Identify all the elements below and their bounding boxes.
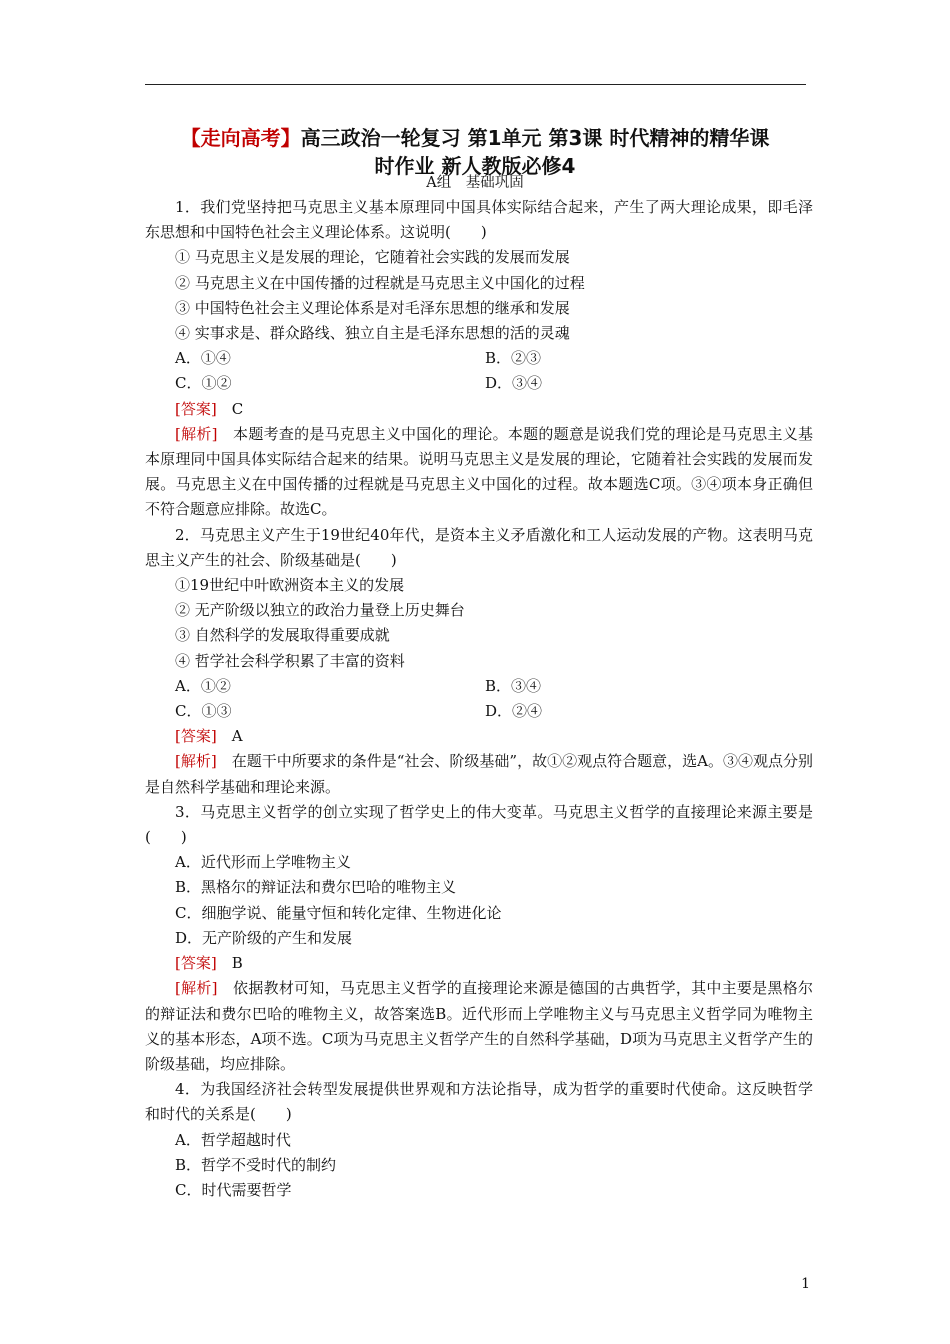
question-4-stem: 4．为我国经济社会转型发展提供世界观和方法论指导，成为哲学的重要时代使命。这反映哲学和时代的关系是( ) xyxy=(145,1080,813,1124)
document-body xyxy=(145,195,813,1203)
answer-tag: [答案] xyxy=(175,399,217,418)
analysis-text: 本题考查的是马克思主义中国化的理论。本题的题意是说我们党的理论是马克思主义基本原理同中国具体实际结合起来的结果。说明马克思主义是发展的理论，它随着社会实践的发展而发展。马克思主义在中国传播的过程就是马克思主义中国化的过程。故本题选C项。③④项本身正确但不符合题意应排除。故选C。 xyxy=(145,424,813,519)
answer-tag: [答案] xyxy=(175,727,217,746)
answer-value: A xyxy=(216,727,243,746)
q3-option-a: A．近代形而上学唯物主义 xyxy=(175,853,351,872)
analysis-tag: [解析] xyxy=(175,424,218,443)
analysis-tag: [解析] xyxy=(175,979,218,998)
q1-item: ② 马克思主义在中国传播的过程就是马克思主义中国化的过程 xyxy=(175,273,585,292)
group-heading: A组 基础巩固 xyxy=(426,175,524,191)
q2-item: ③ 自然科学的发展取得重要成就 xyxy=(175,626,390,645)
q2-item: ①19世纪中叶欧洲资本主义的发展 xyxy=(175,576,405,595)
q1-option-b: B．②③ xyxy=(485,349,542,368)
q1-option-a: A．①④ xyxy=(175,349,231,368)
q2-option-b: B．③④ xyxy=(485,676,542,695)
q1-options-row xyxy=(145,346,813,371)
answer-value: B xyxy=(216,954,243,973)
q2-item: ④ 哲学社会科学积累了丰富的资料 xyxy=(175,651,405,670)
q1-option-c: C．①② xyxy=(175,374,232,393)
q2-option-d: D．②④ xyxy=(485,702,543,721)
title-line1: 高三政治一轮复习 第1单元 第3课 时代精神的精华课 xyxy=(300,126,770,150)
q1-options-row xyxy=(145,371,813,396)
q3-answer xyxy=(145,951,813,976)
page-number: 1 xyxy=(801,1276,810,1292)
title-bracket: 【走向高考】 xyxy=(180,126,301,150)
q1-item: ③ 中国特色社会主义理论体系是对毛泽东思想的继承和发展 xyxy=(175,298,570,317)
title-line2: 时作业 新人教版必修4 xyxy=(374,154,576,178)
q1-analysis xyxy=(145,422,813,523)
q4-option-c: C．时代需要哲学 xyxy=(175,1180,292,1199)
q1-option-d: D．③④ xyxy=(485,374,543,393)
analysis-tag: [解析] xyxy=(175,752,217,771)
q4-option-b: B．哲学不受时代的制约 xyxy=(175,1155,337,1174)
q3-option-c: C．细胞学说、能量守恒和转化定律、生物进化论 xyxy=(175,903,502,922)
analysis-text: 依据教材可知，马克思主义哲学的直接理论来源是德国的古典哲学，其中主要是黑格尔的辩证法和费尔巴哈的唯物主义，故答案选B。近代形而上学唯物主义与马克思主义哲学同为唯物主义的基本形态，A项不选。C项为马克思主义哲学产生的自然科学基础，D项为马克思主义哲学产生的阶级基础，均应排除。 xyxy=(145,979,813,1073)
q2-item: ② 无产阶级以独立的政治力量登上历史舞台 xyxy=(175,601,465,620)
q2-options-row xyxy=(145,699,813,724)
q3-option-b: B．黑格尔的辩证法和费尔巴哈的唯物主义 xyxy=(175,878,457,897)
q1-item: ④ 实事求是、群众路线、独立自主是毛泽东思想的活的灵魂 xyxy=(175,324,570,343)
question-1-stem: 1．我们党坚持把马克思主义基本原理同中国具体实际结合起来，产生了两大理论成果，即毛泽东思想和中国特色社会主义理论体系。这说明( ) xyxy=(145,198,813,242)
q2-option-a: A．①② xyxy=(175,676,231,695)
question-3-stem: 3．马克思主义哲学的创立实现了哲学史上的伟大变革。马克思主义哲学的直接理论来源主要是( ) xyxy=(145,802,813,847)
q1-item: ① 马克思主义是发展的理论，它随着社会实践的发展而发展 xyxy=(175,248,570,267)
analysis-text: 在题干中所要求的条件是“社会、阶级基础”，故①②观点符合题意，选A。③④观点分别是自然科学基础和理论来源。 xyxy=(145,752,813,796)
header-rule xyxy=(145,84,806,85)
q2-analysis xyxy=(145,749,813,799)
question-2-stem: 2．马克思主义产生于19世纪40年代，是资本主义矛盾激化和工人运动发展的产物。这表明马克思主义产生的社会、阶级基础是( ) xyxy=(145,525,813,569)
q2-option-c: C．①③ xyxy=(175,702,232,721)
answer-value: C xyxy=(216,399,244,418)
answer-tag: [答案] xyxy=(175,954,217,973)
q2-answer xyxy=(145,724,813,749)
q3-option-d: D．无产阶级的产生和发展 xyxy=(175,928,353,947)
q2-options-row xyxy=(145,674,813,699)
q1-answer xyxy=(145,397,813,422)
q3-analysis xyxy=(145,976,813,1077)
document-title xyxy=(140,124,810,180)
q4-option-a: A．哲学超越时代 xyxy=(175,1130,291,1149)
